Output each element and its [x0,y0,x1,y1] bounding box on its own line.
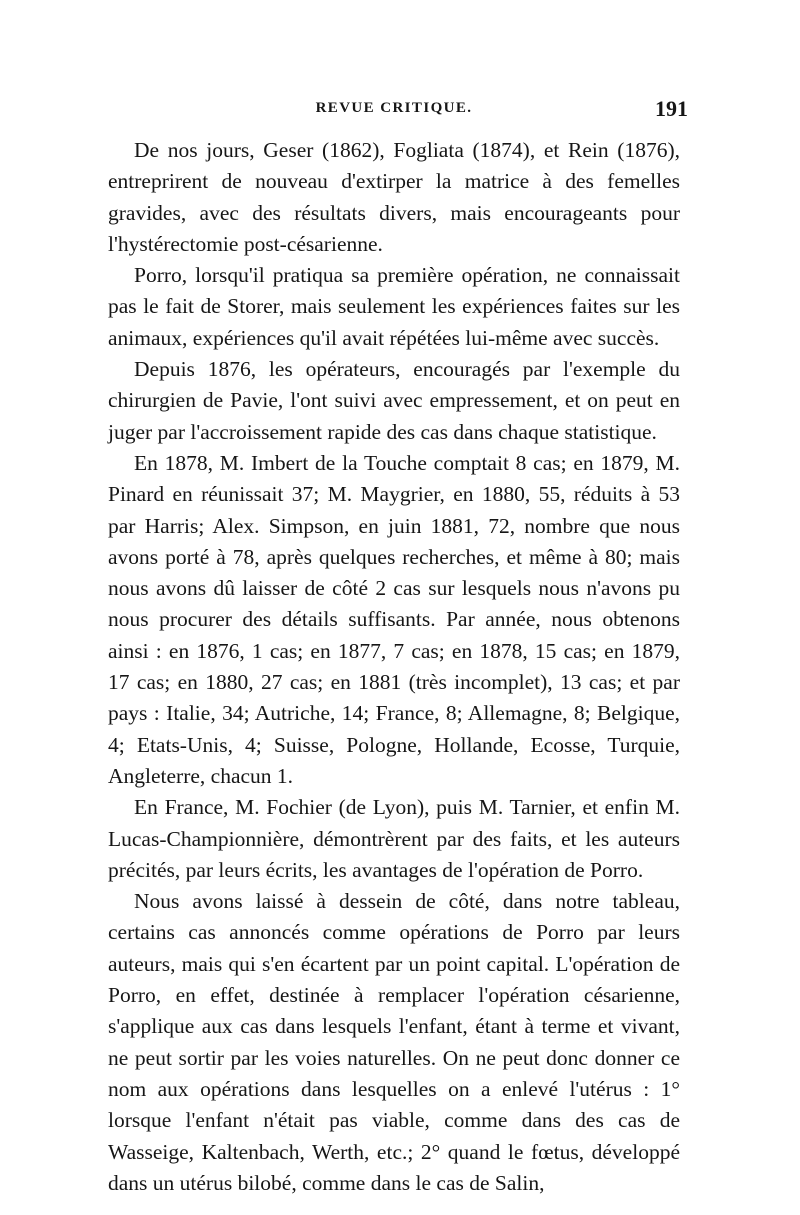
paragraph: Depuis 1876, les opérateurs, encouragés par l'exemple du chirurgien de Pavie, l'ont suivi avec empressement, et on peut en juger par l'accroissement rapide des cas dans chaque statistique. [108,357,680,444]
paragraph: En 1878, M. Imbert de la Touche comptait 8 cas; en 1879, M. Pinard en réunissait 37; M. Maygrier, en 1880, 55, réduits à 53 par Harris; Alex. Simpson, en juin 1881, 72, nombre que nous avons porté à 78, après quelques recherches, et même à 80; mais nous avons dû laisser de côté 2 cas sur lesquels nous n'avons pu nous procurer des détails suffisants. Par année, nous obtenons ainsi : en 1876, 1 cas; en 1877, 7 cas; en 1878, 15 cas; en 1879, 17 cas; en 1880, 27 cas; en 1881 (très incomplet), 13 cas; et par pays : Italie, 34; Autriche, 14; France, 8; Allemagne, 8; Belgique, 4; Etats-Unis, 4; Suisse, Pologne, Hollande, Ecosse, Turquie, Angleterre, chacun 1. [108,450,680,788]
running-title: REVUE CRITIQUE. [315,100,473,116]
paragraph: Porro, lorsqu'il pratiqua sa première opération, ne connaissait pas le fait de Storer, mais seulement les expériences faites sur les animaux, expériences qu'il avait répétées lui-même avec succès. [108,263,680,350]
page-number: 191 [655,96,688,121]
paragraph: En France, M. Fochier (de Lyon), puis M. Tarnier, et enfin M. Lucas-Championnière, démontrèrent par des faits, et les auteurs précités, par leurs écrits, les avantages de l'opération de Porro. [108,795,680,882]
paragraph: Nous avons laissé à dessein de côté, dans notre tableau, certains cas annoncés comme opérations de Porro par leurs auteurs, mais qui s'en écartent par un point capital. L'opération de Porro, en effet, destinée à remplacer l'opération césarienne, s'applique aux cas dans lesquels l'enfant, étant à terme et vivant, ne peut sortir par les voies naturelles. On ne peut donc donner ce nom aux opérations dans lesquelles on a enlevé l'utérus : 1° lorsque l'enfant n'était pas viable, comme dans des cas de Wasseige, Kaltenbach, Werth, etc.; 2° quand le fœtus, développé dans un utérus bilobé, comme dans le cas de Salin, [108,889,680,1195]
paragraph: De nos jours, Geser (1862), Fogliata (1874), et Rein (1876), entreprirent de nouveau d'extirper la matrice à des femelles gravides, avec des résultats divers, mais encourageants pour l'hystérectomie post-césarienne. [108,138,680,256]
running-head [108,96,688,126]
body-text [108,135,680,1199]
